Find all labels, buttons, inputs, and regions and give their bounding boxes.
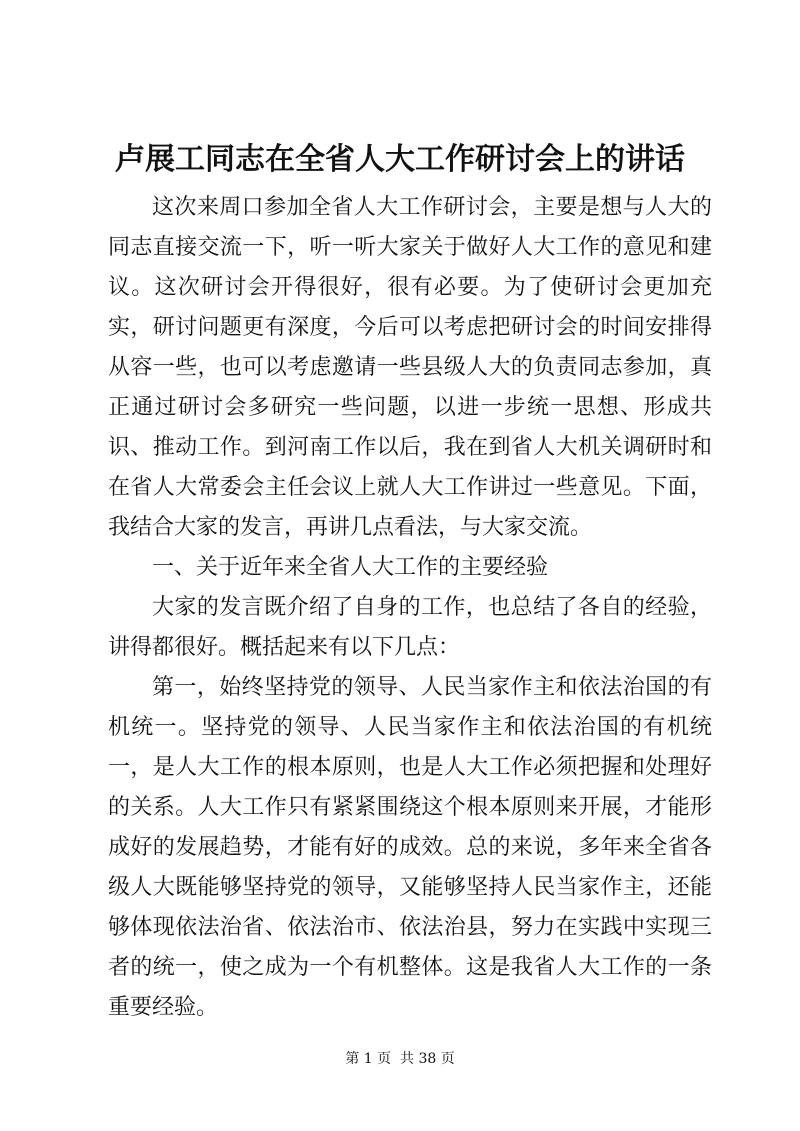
- page-footer: [0, 1049, 800, 1069]
- document-title: 卢展工同志在全省人大工作研讨会上的讲话: [115, 142, 685, 177]
- paragraph-intro: 这次来周口参加全省人大工作研讨会，主要是想与人大的同志直接交流一下，听一听大家关于做好人大工作的意见和建议。这次研讨会开得很好，很有必要。为了使研讨会更加充实，研讨问题更有深度，今后可以考虑把研讨会的时间安排得从容一些，也可以考虑邀请一些县级人大的负责同志参加，真正通过研讨会多研究一些问题，以进一步统一思想、形成共识、推动工作。到河南工作以后，我在到省人大机关调研时和在省人大常委会主任会议上就人大工作讲过一些意见。下面，我结合大家的发言，再讲几点看法，与大家交流。: [108, 195, 712, 540]
- paragraph-summary: 大家的发言既介绍了自身的工作，也总结了各自的经验，讲得都很好。概括起来有以下几点：: [108, 595, 712, 660]
- paragraph-point-one: 第一，始终坚持党的领导、人民当家作主和依法治国的有机统一。坚持党的领导、人民当家作主和依法治国的有机统一，是人大工作的根本原则，也是人大工作必须把握和处理好的关系。人大工作只有紧紧围绕这个根本原则来开展，才能形成好的发展趋势，才能有好的成效。总的来说，多年来全省各级人大既能够坚持党的领导，又能够坚持人民当家作主，还能够体现依法治省、依法治市、依法治县，努力在实践中实现三者的统一，使之成为一个有机整体。这是我省人大工作的一条重要经验。: [108, 675, 712, 1020]
- page-number: 第 1 页 共 38 页: [345, 1051, 455, 1067]
- section-heading: 一、关于近年来全省人大工作的主要经验: [152, 555, 549, 580]
- document-body: [108, 188, 712, 1028]
